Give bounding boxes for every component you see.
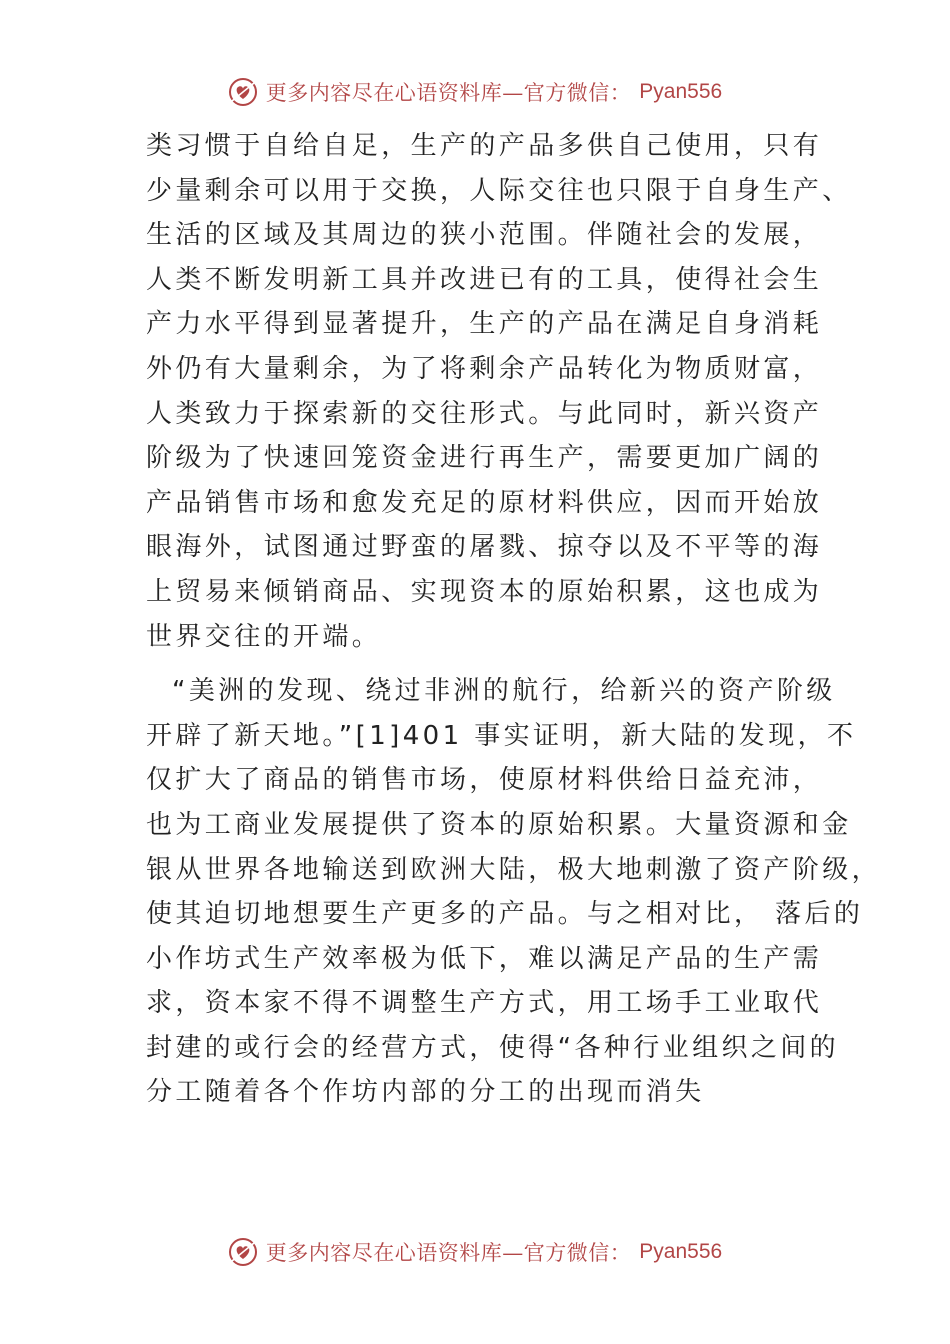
text-line: 类习惯于自给自足，生产的产品多供自己使用，只有 (146, 131, 823, 161)
text-line: 小作坊式生产效率极为低下，难以满足产品的生产需 (146, 943, 823, 974)
text-line: 也为工商业发展提供了资本的原始积累。大量资源和金 (146, 809, 852, 840)
text-line: 生活的区域及其周边的狭小范围。伴随社会的发展， (146, 220, 823, 251)
text-line: 上贸易来倾销商品、实现资本的原始积累，这也成为 (146, 576, 823, 607)
text-line: 产品销售市场和愈发充足的原材料供应，因而开始放 (146, 487, 823, 518)
document-body (146, 124, 882, 1115)
footer-banner-id: Pyan556 (639, 1240, 723, 1263)
paragraph-1 (146, 124, 852, 659)
text-line: 使其迫切地想要生产更多的产品。与之相对比， 落后的 (146, 899, 864, 930)
text-line: 阶级为了快速回笼资金进行再生产，需要更加广阔的 (146, 443, 823, 474)
heart-logo-icon (228, 1237, 258, 1267)
text-line: “美洲的发现、绕过非洲的航行，给新兴的资产阶级 (172, 676, 836, 707)
text-line: 银从世界各地输送到欧洲大陆，极大地刺激了资产阶级， (146, 854, 882, 885)
paragraph-2 (146, 669, 882, 1115)
footer-banner-text: 更多内容尽在心语资料库—官方微信： (265, 1241, 632, 1265)
text-line: 外仍有大量剩余，为了将剩余产品转化为物质财富， (146, 353, 823, 384)
text-line: 开辟了新天地。”[1]401 事实证明，新大陆的发现，不 (146, 720, 857, 751)
header-banner (0, 70, 950, 114)
header-banner-text: 更多内容尽在心语资料库—官方微信： (265, 81, 632, 105)
text-line: 仅扩大了商品的销售市场，使原材料供给日益充沛， (146, 765, 823, 796)
text-line: 眼海外，试图通过野蛮的屠戮、掠夺以及不平等的海 (146, 532, 823, 563)
text-line: 求，资本家不得不调整生产方式，用工场手工业取代 (146, 988, 823, 1019)
text-line: 人类不断发明新工具并改进已有的工具，使得社会生 (146, 264, 823, 295)
heart-logo-icon (228, 77, 258, 107)
text-line: 少量剩余可以用于交换，人际交往也只限于自身生产、 (146, 175, 852, 206)
header-banner-id: Pyan556 (639, 80, 723, 103)
text-line: 世界交往的开端。 (146, 621, 382, 652)
text-line: 封建的或行会的经营方式，使得“各种行业组织之间的 (146, 1032, 840, 1063)
text-line: 人类致力于探索新的交往形式。与此同时，新兴资产 (146, 398, 823, 429)
text-line: 分工随着各个作坊内部的分工的出现而消失 (146, 1077, 705, 1108)
footer-banner (0, 1230, 950, 1274)
text-line: 产力水平得到显著提升，生产的产品在满足自身消耗 (146, 309, 823, 340)
